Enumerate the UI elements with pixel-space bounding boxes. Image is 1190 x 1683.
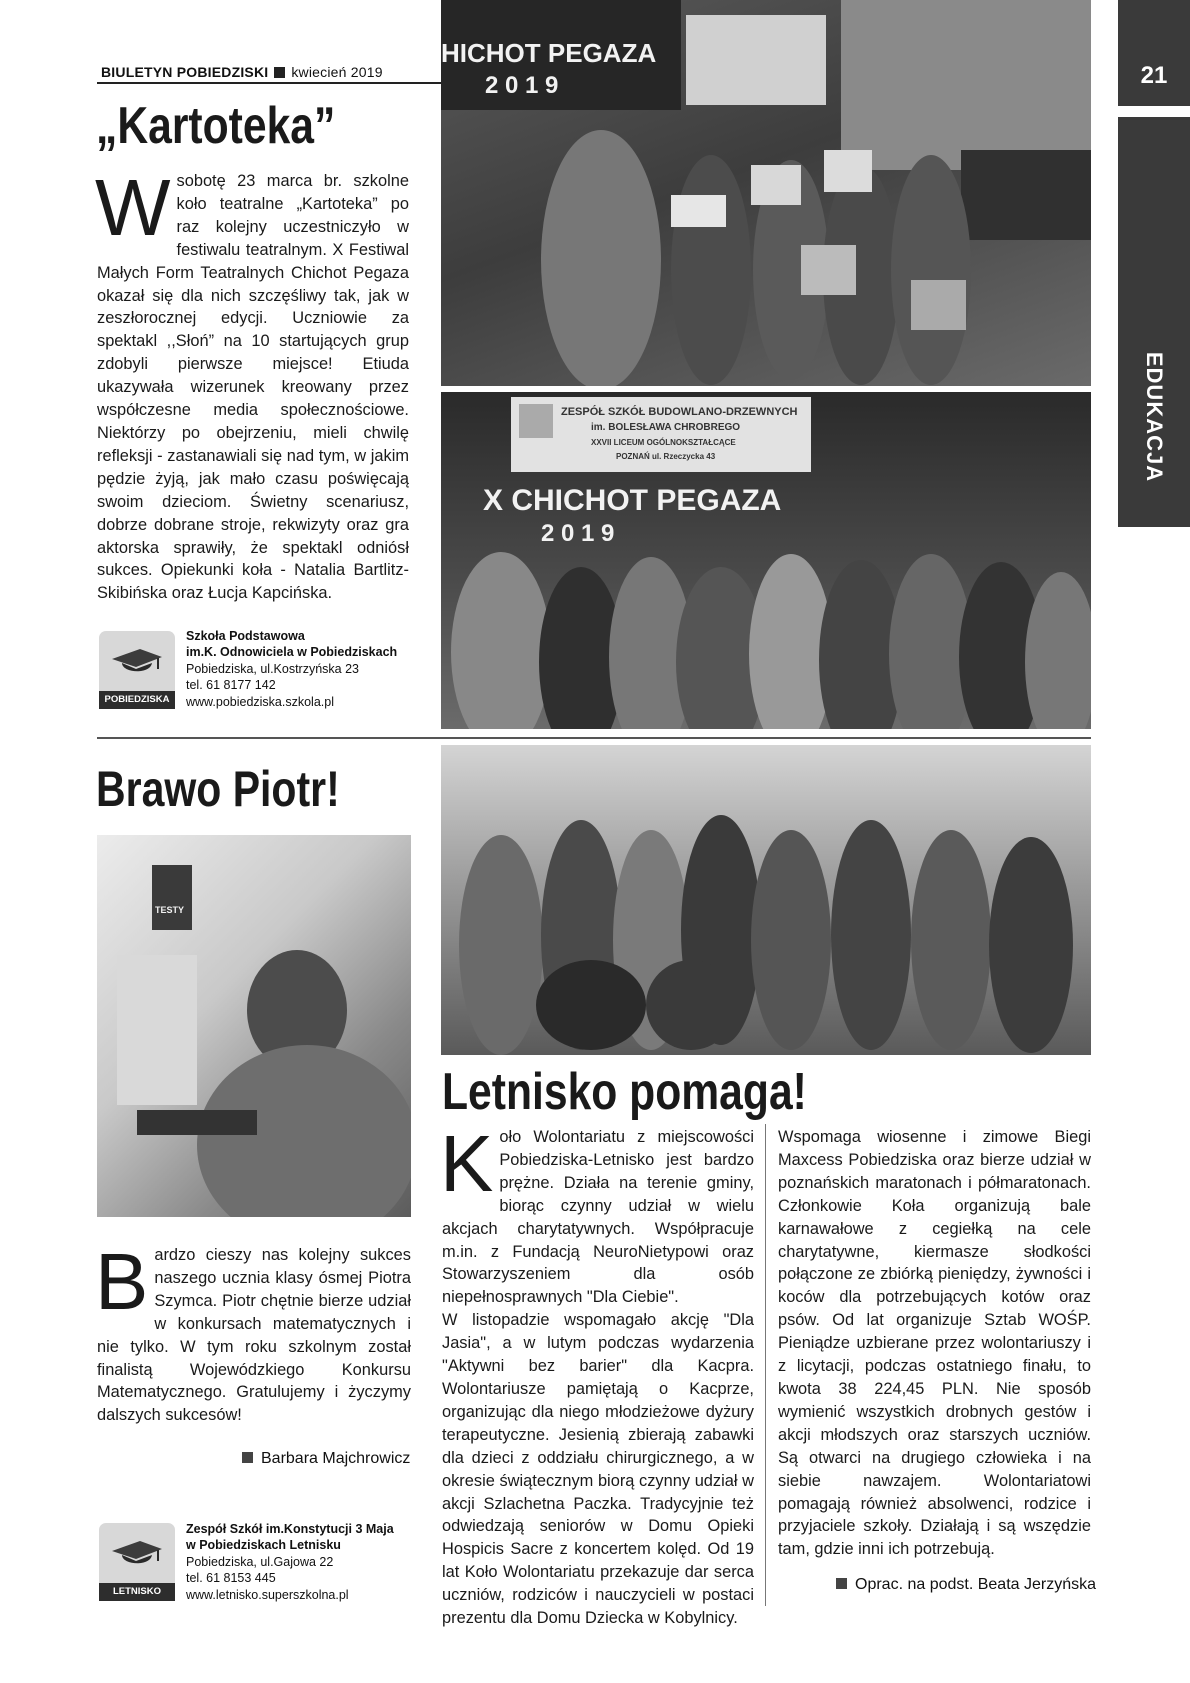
school-patron: w Pobiedziskach Letnisku xyxy=(186,1538,341,1553)
graduation-cap-icon xyxy=(110,645,164,677)
photo-volunteer-group-art xyxy=(441,745,1091,1055)
school-website: www.letnisko.superszkolna.pl xyxy=(186,1587,349,1602)
festival-year: 2 0 1 9 xyxy=(541,520,615,547)
article-column-2 xyxy=(778,1126,1091,1561)
school-address: Pobiedziska, ul.Kostrzyńska 23 xyxy=(186,661,360,676)
school-phone: tel. 61 8153 445 xyxy=(186,1571,276,1586)
article-paragraph: W listopadzie wspomagało akcję "Dla Jasia", a w lutym podczas wydarzenia "Aktywni bez barier" dla Kacpra. Wolontariusze pamiętają o Kacprze, organizując dla niego młodzieżowe dyżury terapeutyczne. Jesienią zbierają zabawki dla dzieci z oddziału chirurgicznego, a w okresie świątecznym biorą czynny udział w akcji Szlachetna Paczka. Tradycyjnie też odwiedzają seniorów w Domu Opieki Hospicis Sacre z koncertem kolęd. Od 19 lat Koło Wolontariatu przekazuje dar serca uczniów, rodziców i nauczycieli w postaci prezentu dla Domu Dziecka w Kobylnicy. xyxy=(442,1311,754,1628)
school-logo-letnisko xyxy=(99,1523,175,1601)
author-name: Oprac. na podst. Beata Jerzyńska xyxy=(855,1576,1097,1593)
article-column-1 xyxy=(440,1119,754,1630)
banner-school-address: POZNAŃ ul. Rzeczycka 43 xyxy=(616,452,716,461)
photo-festival-group-art xyxy=(441,392,1091,729)
photo-theatre-performance xyxy=(441,0,1091,386)
author-name: Barbara Majchrowicz xyxy=(261,1450,411,1467)
article-title-kartoteka: „Kartoteka” xyxy=(96,97,336,155)
school-name: Zespół Szkół im.Konstytucji 3 Maja xyxy=(186,1522,394,1536)
school-logo-pobiedziska xyxy=(99,631,175,709)
article-body-brawo xyxy=(95,1237,411,1427)
photo-festival-group xyxy=(441,392,1091,729)
photo-volunteer-group xyxy=(441,745,1091,1055)
issue-date: kwiecień 2019 xyxy=(291,64,383,80)
banner-school-patron: im. BOLESŁAWA CHROBREGO xyxy=(591,422,741,433)
article-paragraph: Wspomaga wiosenne i zimowe Biegi Maxcess Pobiedziska oraz bierze udział w poznańskich maratonach i półmaratonach. Członkowie Koła organizują bale karnawałowe z cegiełką na cele charytatywne, kiermasze słodkości połączone ze zbiórką pieniędzy, żywności i koców dla potrzebujących kotów oraz psów. Od lat organizuje Sztab WOŚP. Pieniądze uzbierane przez wolontariuszy i z licytacji, podczas ostatniego finału, to kwota 38 224,45 PLN. Nie sposób wymienić wszystkich drobnych gestów i akcji młodszych oraz starszych uczniów. Są otwarci na drugiego człowieka i na siebie nawzajem. Wolontariatowi pomagają również absolwenci, rodzice i przyjaciele szkoły. Działają i są wszędzie tam, gdzie inni ich potrzebują. xyxy=(778,1128,1091,1559)
page-number-box xyxy=(1118,0,1190,106)
article-title-brawo: Brawo Piotr! xyxy=(96,761,340,817)
graduation-cap-icon xyxy=(110,1537,164,1569)
running-header xyxy=(101,64,439,80)
author-byline xyxy=(836,1576,1096,1594)
banner-school-name: ZESPÓŁ SZKÓŁ BUDOWLANO-DRZEWNYCH xyxy=(561,406,798,418)
banner-text-line1: HICHOT PEGAZA xyxy=(441,38,657,68)
section-tab-label: EDUKACJA xyxy=(1142,351,1167,483)
article-paragraph: oło Wolontariatu z miejscowości Pobiedziska-Letnisko jest bardzo prężne. Działa na terenie gminy, biorąc czynny udział w wielu akcjach charytatywnych. Współpracuje m.in. z Fundacją NeuroNietypowi oraz Stowarzyszeniem dla osób niepełnosprawnych "Dla Ciebie". xyxy=(442,1128,754,1307)
author-byline xyxy=(242,1450,410,1468)
square-bullet-icon xyxy=(274,67,285,78)
header-rule xyxy=(97,82,441,84)
photo-student-art xyxy=(97,835,411,1217)
school-info-1 xyxy=(186,628,397,710)
photo-student-at-computer xyxy=(97,835,411,1217)
school-address: Pobiedziska, ul.Gajowa 22 xyxy=(186,1554,334,1569)
section-divider xyxy=(97,737,1091,739)
publication-name: BIULETYN POBIEDZISKI xyxy=(101,64,269,80)
school-patron: im.K. Odnowiciela w Pobiedziskach xyxy=(186,645,398,660)
square-bullet-icon xyxy=(836,1578,847,1589)
article-title-letnisko: Letnisko pomaga! xyxy=(442,1063,807,1121)
article-paragraph: ardzo cieszy nas kolejny sukces naszego ucznia klasy ósmej Piotra Szymca. Piotr chętnie bierze udział w konkursach matematycznych i nie tylko. W tym roku szkolnym został finalistą Wojewódzkiego Konkursu Matematycznego. Gratulujemy i życzymy dalszych sukcesów! xyxy=(97,1246,411,1425)
square-bullet-icon xyxy=(242,1452,253,1463)
banner-text-line2: 2 0 1 9 xyxy=(485,72,559,99)
section-tab xyxy=(1118,117,1190,527)
school-phone: tel. 61 8177 142 xyxy=(186,678,276,693)
dropcap: W xyxy=(95,163,171,252)
dropcap: K xyxy=(440,1119,494,1208)
banner-school-lyceum: XXVII LICEUM OGÓLNOKSZTAŁCĄCE xyxy=(591,438,736,447)
article-paragraph: sobotę 23 marca br. szkolne koło teatralne „Kartoteka” po raz kolejny uczestniczyło w festiwalu teatralnym. X Festiwal Małych Form Teatralnych Chichot Pegaza okazał się dla nich szczęśliwy tak, jak w zeszłorocznej edycji. Uczniowie za spektakl ,,Słoń” na 10 startujących grup zdobyli pierwsze miejsce! Etiuda ukazywała wizerunek kreowany przez współczesne media społecznościowe. Niektórzy po obejrzeniu, mieli chwilę refleksji - zastanawiali się nad tym, w jakim pędzie żyją, jak mało czasu poświęcają swoim dzieciom. Świetny scenariusz, dobrze dobrane stroje, rekwizyty oraz gra aktorska sprawiły, że spektakl odniósł sukces. Opiekunki koła - Natalia Bartlitz-Skibińska oraz Łucja Kapcińska. xyxy=(97,172,409,603)
logo-label: POBIEDZISKA xyxy=(99,691,175,709)
logo-label: LETNISKO xyxy=(99,1583,175,1601)
page-number: 21 xyxy=(1140,62,1168,89)
box-label: TESTY xyxy=(155,905,185,915)
school-name: Szkoła Podstawowa xyxy=(186,629,305,643)
article-body-kartoteka xyxy=(95,163,409,605)
school-info-2 xyxy=(186,1521,394,1603)
festival-title: X CHICHOT PEGAZA xyxy=(483,484,782,517)
dropcap: B xyxy=(95,1237,149,1326)
column-separator xyxy=(765,1124,766,1606)
school-website: www.pobiedziska.szkola.pl xyxy=(186,694,334,709)
